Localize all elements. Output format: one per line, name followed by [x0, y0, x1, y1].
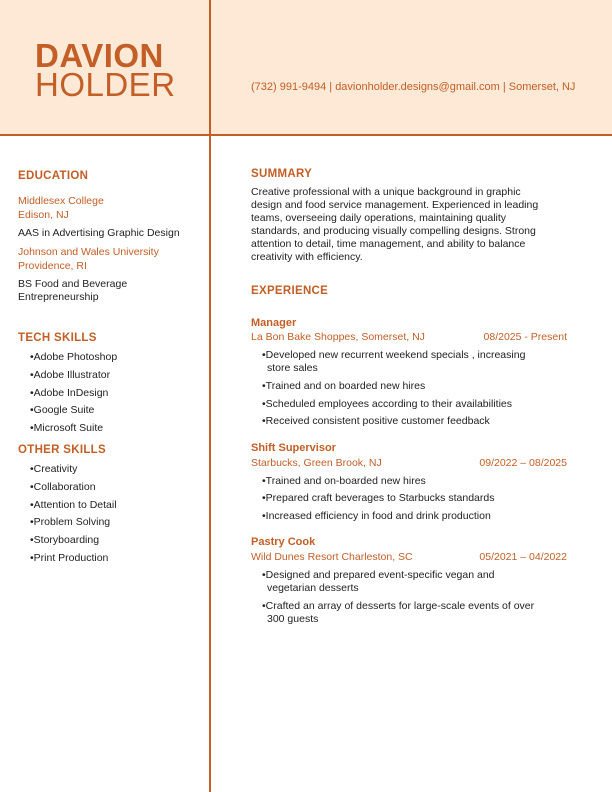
job-bullet: •Trained and on boarded new hires [262, 380, 426, 392]
school-location: Edison, NJ [18, 209, 69, 221]
tech-skills-list [30, 351, 117, 440]
job-title: Shift Supervisor [251, 442, 336, 454]
job-title: Pastry Cook [251, 536, 316, 548]
job-bullet: •Prepared craft beverages to Starbucks standards [262, 492, 495, 504]
summary-line: teams, overseeing daily operations, maintaining quality [251, 212, 507, 224]
list-item: •Print Production [30, 551, 109, 564]
job-bullet: •Received consistent positive customer feedback [262, 415, 490, 427]
list-item: •Storyboarding [30, 534, 100, 547]
list-item: •Problem Solving [30, 516, 111, 529]
list-item: •Adobe Photoshop [30, 351, 118, 363]
school-name: Johnson and Wales University [18, 246, 159, 258]
summary-heading: SUMMARY [251, 168, 313, 180]
tech-skills-heading: TECH SKILLS [18, 332, 97, 344]
education-heading: EDUCATION [18, 170, 89, 182]
other-skills-heading: OTHER SKILLS [18, 444, 106, 456]
job-title: Manager [251, 317, 297, 329]
job-bullet: •Developed new recurrent weekend specials , increasing [262, 349, 526, 361]
summary-line: standards, and producing visually compelling designs. Strong [251, 225, 536, 237]
school-location: Providence, RI [18, 260, 87, 272]
last-name: HOLDER [35, 66, 176, 103]
job-company: Starbucks, Green Brook, NJ [251, 457, 382, 469]
school-name: Middlesex College [18, 195, 104, 207]
header-divider [0, 134, 612, 136]
degree: Entrepreneurship [18, 291, 99, 303]
job-company: Wild Dunes Resort Charleston, SC [251, 551, 413, 563]
degree: AAS in Advertising Graphic Design [18, 227, 180, 239]
summary-line: attention to detail, time management, and ability to balance [251, 238, 526, 250]
first-name: DAVION [35, 37, 164, 74]
summary-line: creativity with efficiency. [251, 251, 363, 263]
job-bullet: vegetarian desserts [267, 582, 359, 594]
job-dates: 09/2022 – 08/2025 [479, 457, 567, 469]
job-dates: 05/2021 – 04/2022 [479, 551, 567, 563]
list-item: •Adobe InDesign [30, 386, 109, 399]
job-bullet: 300 guests [267, 613, 319, 625]
summary-text [251, 186, 581, 264]
job-bullet: •Increased efficiency in food and drink production [262, 510, 491, 522]
job-bullet: •Designed and prepared event-specific vegan and [262, 569, 495, 581]
list-item: •Microsoft Suite [30, 422, 104, 435]
summary-line: Creative professional with a unique background in graphic [251, 186, 521, 198]
job-bullet: •Crafted an array of desserts for large-scale events of over [262, 600, 535, 612]
job-bullet: •Trained and on-boarded new hires [262, 475, 426, 487]
list-item: •Adobe Illustrator [30, 368, 111, 381]
list-item: •Google Suite [30, 404, 95, 417]
summary-line: design and food service management. Experienced in leading [251, 199, 539, 211]
job-dates: 08/2025 - Present [483, 331, 567, 343]
contact-info: (732) 991-9494 | davionholder.designs@gmail.com | Somerset, NJ [251, 81, 576, 93]
job-bullet: •Scheduled employees according to their availabilities [262, 398, 512, 410]
list-item: •Collaboration [30, 480, 96, 493]
experience-heading: EXPERIENCE [251, 285, 329, 297]
list-item: •Creativity [30, 463, 78, 475]
column-divider [209, 0, 211, 792]
job-company: La Bon Bake Shoppes, Somerset, NJ [251, 331, 425, 343]
other-skills-list [30, 463, 117, 570]
degree: BS Food and Beverage [18, 278, 128, 290]
job-bullet: store sales [267, 362, 318, 374]
list-item: •Attention to Detail [30, 498, 117, 511]
